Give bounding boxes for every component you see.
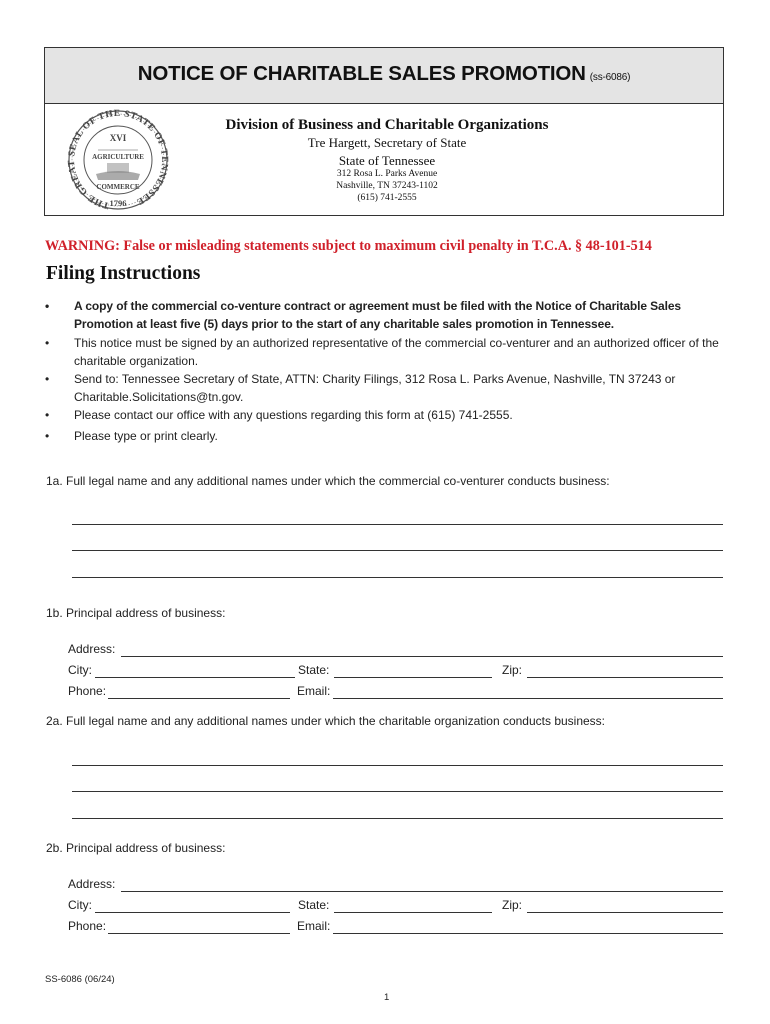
seal-agriculture: AGRICULTURE <box>92 153 144 161</box>
address-line-1: 312 Rosa L. Parks Avenue <box>336 169 438 179</box>
division-name: Division of Business and Charitable Organizations <box>225 117 549 133</box>
city-label: City: <box>68 663 92 677</box>
phone-label: Phone: <box>68 684 107 698</box>
seal-year: 1796 <box>109 198 127 208</box>
coventurer-zip-field[interactable] <box>527 677 723 678</box>
seal-boat-icon <box>96 171 140 180</box>
question-1b-label: 1b. Principal address of business: <box>46 606 226 620</box>
question-2b-label: 2b. Principal address of business: <box>46 841 226 855</box>
coventurer-address-field[interactable] <box>121 656 723 657</box>
question-2a-label: 2a. Full legal name and any additional names under which the charitable organization conducts business: <box>46 714 606 728</box>
email-label: Email: <box>297 919 331 933</box>
city-label: City: <box>68 898 92 912</box>
email-label: Email: <box>297 684 331 698</box>
instruction-text: Please contact our office with any questions regarding this form at (615) 741-2555. <box>74 408 513 422</box>
address-label: Address: <box>68 877 116 891</box>
charity-city-field[interactable] <box>95 912 290 913</box>
form-footer-code: SS-6086 (06/24) <box>45 974 115 985</box>
charity-name-line-3[interactable] <box>72 817 723 819</box>
warning-text: WARNING: False or misleading statements subject to maximum civil penalty in T.C.A. § 48-101-514 <box>45 238 652 254</box>
address-line-2: Nashville, TN 37243-1102 <box>336 181 438 191</box>
bullet: • <box>45 336 50 350</box>
coventurer-name-line-2[interactable] <box>72 549 723 551</box>
filing-instructions-heading: Filing Instructions <box>46 263 201 284</box>
instruction-text: This notice must be signed by an authorized representative of the commercial co-venturer and an authorized officer of the charitable organization. <box>74 336 719 368</box>
coventurer-state-field[interactable] <box>334 677 492 678</box>
zip-label: Zip: <box>502 898 523 912</box>
form-code: (ss-6086) <box>589 72 631 83</box>
coventurer-name-line-3[interactable] <box>72 576 723 578</box>
tennessee-seal <box>50 108 186 214</box>
state-label: State: <box>298 663 330 677</box>
zip-label: Zip: <box>502 663 523 677</box>
office-phone: (615) 741-2555 <box>357 193 417 203</box>
question-1a-label: 1a. Full legal name and any additional names under which the commercial co-venturer conducts business: <box>46 474 610 488</box>
coventurer-phone-field[interactable] <box>108 698 290 699</box>
bullet: • <box>45 299 50 313</box>
seal-ring-text: THE GREAT SEAL OF THE STATE OF TENNESSEE <box>66 108 170 211</box>
coventurer-email-field[interactable] <box>333 698 723 699</box>
instruction-text: A copy of the commercial co-venture contract or agreement must be filed with the Notice of Charitable Sales Promotion at least five (5) days prior to the start of any charitable sales promotion in Tennessee. <box>74 299 681 331</box>
bullet: • <box>45 408 50 422</box>
coventurer-city-field[interactable] <box>95 677 295 678</box>
seal-numeral: XVI <box>109 133 127 143</box>
instruction-text: Send to: Tennessee Secretary of State, ATTN: Charity Filings, 312 Rosa L. Parks Avenue, Nashville, TN 37243 or Charitable.Solicitations@tn.gov. <box>74 372 676 404</box>
charity-zip-field[interactable] <box>527 912 723 913</box>
coventurer-name-line-1[interactable] <box>72 523 723 525</box>
secretary-name: Tre Hargett, Secretary of State <box>307 135 467 150</box>
page-number: 1 <box>384 992 390 1003</box>
charity-address-field[interactable] <box>121 891 723 892</box>
bullet: • <box>45 372 50 386</box>
charity-state-field[interactable] <box>334 912 492 913</box>
form-title: NOTICE OF CHARITABLE SALES PROMOTION (ss-6086) <box>137 62 631 85</box>
charity-phone-field[interactable] <box>108 933 290 934</box>
phone-label: Phone: <box>68 919 107 933</box>
state-label: State: <box>298 898 330 912</box>
charity-email-field[interactable] <box>333 933 723 934</box>
title-band <box>45 48 723 104</box>
state-name: State of Tennessee <box>338 153 436 168</box>
charity-name-line-2[interactable] <box>72 790 723 792</box>
instruction-text: Please type or print clearly. <box>74 429 218 443</box>
charity-name-line-1[interactable] <box>72 764 723 766</box>
seal-commerce: COMMERCE <box>96 183 140 191</box>
address-label: Address: <box>68 642 116 656</box>
bullet: • <box>45 429 50 443</box>
